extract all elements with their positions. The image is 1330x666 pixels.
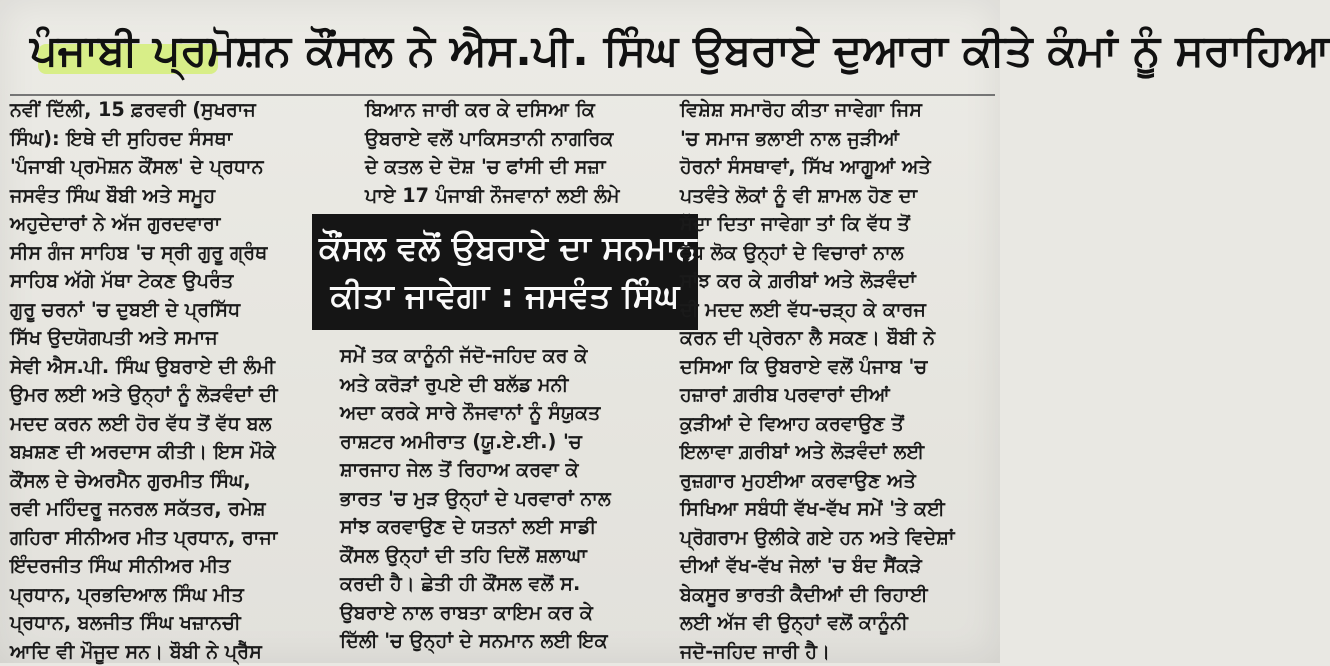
subheadline-box xyxy=(312,214,698,330)
text-line: 'ਚ ਸਮਾਜ ਭਲਾਈ ਨਾਲ ਜੁੜੀਆਂ xyxy=(680,125,995,154)
text-line: ਅਦਾ ਕਰਕੇ ਸਾਰੇ ਨੌਜਵਾਨਾਂ ਨੂੰ ਸੰਯੁਕਤ xyxy=(340,399,665,428)
column-2-top xyxy=(365,96,665,210)
text-line: ਹਜ਼ਾਰਾਂ ਗ਼ਰੀਬ ਪਰਵਾਰਾਂ ਦੀਆਂ xyxy=(680,381,995,410)
text-line: ਦੀ ਮਦਦ ਲਈ ਵੱਧ-ਚੜ੍ਹ ਕੇ ਕਾਰਜ xyxy=(680,296,995,325)
text-line: ਸਮੇਂ ਤਕ ਕਾਨੂੰਨੀ ਜੱਦੋ-ਜਹਿਦ ਕਰ ਕੇ xyxy=(340,342,665,371)
text-line: ਰਾਸ਼ਟਰ ਅਮੀਰਾਤ (ਯੂ.ਏ.ਈ.) 'ਚ xyxy=(340,428,665,457)
text-line: ਸ਼ਾਰਜਾਹ ਜੇਲ ਤੋਂ ਰਿਹਾਅ ਕਰਵਾ ਕੇ xyxy=(340,456,665,485)
text-line: ਪਾਏ 17 ਪੰਜਾਬੀ ਨੌਜਵਾਨਾਂ ਲਈ ਲੰਮੇ xyxy=(365,182,665,211)
text-line: ਦਸਿਆ ਕਿ ਉਬਰਾਏ ਵਲੋਂ ਪੰਜਾਬ 'ਚ xyxy=(680,353,995,382)
text-line: ਉਬਰਾਏ ਵਲੋਂ ਪਾਕਿਸਤਾਨੀ ਨਾਗਰਿਕ xyxy=(365,125,665,154)
text-line: ਬਿਆਨ ਜਾਰੀ ਕਰ ਕੇ ਦਸਿਆ ਕਿ xyxy=(365,96,665,125)
subheadline-line-2: ਕੀਤਾ ਜਾਵੇਗਾ : ਜਸਵੰਤ ਸਿੰਘ xyxy=(331,272,680,320)
text-line: ਸੱਦਾ ਦਿਤਾ ਜਾਵੇਗਾ ਤਾਂ ਕਿ ਵੱਧ ਤੋਂ xyxy=(680,210,995,239)
text-line: ਪ੍ਰੋਗਰਾਮ ਉਲੀਕੇ ਗਏ ਹਨ ਅਤੇ ਵਿਦੇਸ਼ਾਂ xyxy=(680,524,995,553)
text-line: ਦਿੱਲੀ 'ਚ ਉਨ੍ਹਾਂ ਦੇ ਸਨਮਾਨ ਲਈ ਇਕ xyxy=(340,627,665,656)
column-1 xyxy=(10,96,348,666)
text-line: ਇੰਦਰਜੀਤ ਸਿੰਘ ਸੀਨੀਅਰ ਮੀਤ xyxy=(10,552,348,581)
text-line: ਸਾਂਝ ਕਰਵਾਉਣ ਦੇ ਯਤਨਾਂ ਲਈ ਸਾਡੀ xyxy=(340,513,665,542)
text-line: ਬੇਕਸੂਰ ਭਾਰਤੀ ਕੈਦੀਆਂ ਦੀ ਰਿਹਾਈ xyxy=(680,581,995,610)
text-line: ਰਵੀ ਮਹਿੰਦਰੂ ਜਨਰਲ ਸਕੱਤਰ, ਰਮੇਸ਼ xyxy=(10,495,348,524)
text-line: ਪ੍ਰਧਾਨ, ਪ੍ਰਭਦਿਆਲ ਸਿੰਘ ਮੀਤ xyxy=(10,581,348,610)
text-line: ਲਈ ਅੱਜ ਵੀ ਉਨ੍ਹਾਂ ਵਲੋਂ ਕਾਨੂੰਨੀ xyxy=(680,609,995,638)
text-line: ਵੱਧ ਲੋਕ ਉਨ੍ਹਾਂ ਦੇ ਵਿਚਾਰਾਂ ਨਾਲ xyxy=(680,239,995,268)
text-line: ਜਦੋ-ਜਹਿਦ ਜਾਰੀ ਹੈ। xyxy=(680,638,995,666)
text-line: ਆਦਿ ਵੀ ਮੌਜੂਦ ਸਨ। ਬੌਬੀ ਨੇ ਪ੍ਰੈੱਸ xyxy=(10,638,348,666)
text-line: ਜਸਵੰਤ ਸਿੰਘ ਬੌਬੀ ਅਤੇ ਸਮੂਹ xyxy=(10,182,348,211)
text-line: ਉਬਰਾਏ ਨਾਲ ਰਾਬਤਾ ਕਾਇਮ ਕਰ ਕੇ xyxy=(340,599,665,628)
text-line: ਸਾਹਿਬ ਅੱਗੇ ਮੱਥਾ ਟੇਕਣ ਉਪਰੰਤ xyxy=(10,267,348,296)
text-line: ਸਾਂਝ ਕਰ ਕੇ ਗ਼ਰੀਬਾਂ ਅਤੇ ਲੋੜਵੰਦਾਂ xyxy=(680,267,995,296)
text-line: ਕੌਂਸਲ ਦੇ ਚੇਅਰਮੈਨ ਗੁਰਮੀਤ ਸਿੰਘ, xyxy=(10,467,348,496)
text-line: ਵਿਸ਼ੇਸ਼ ਸਮਾਰੋਹ ਕੀਤਾ ਜਾਵੇਗਾ ਜਿਸ xyxy=(680,96,995,125)
text-line: ਉਮਰ ਲਈ ਅਤੇ ਉਨ੍ਹਾਂ ਨੂੰ ਲੋੜਵੰਦਾਂ ਦੀ xyxy=(10,381,348,410)
text-line: ਕਰਦੀ ਹੈ। ਛੇਤੀ ਹੀ ਕੌਂਸਲ ਵਲੋਂ ਸ. xyxy=(340,570,665,599)
text-line: ਸੇਵੀ ਐਸ.ਪੀ. ਸਿੰਘ ਉਬਰਾਏ ਦੀ ਲੰਮੀ xyxy=(10,353,348,382)
text-line: ਰੁਜ਼ਗਾਰ ਮੁਹਈਆ ਕਰਵਾਉਣ ਅਤੇ xyxy=(680,467,995,496)
text-line: ਕੁੜੀਆਂ ਦੇ ਵਿਆਹ ਕਰਵਾਉਣ ਤੋਂ xyxy=(680,410,995,439)
text-line: ਇਲਾਵਾ ਗ਼ਰੀਬਾਂ ਅਤੇ ਲੋੜਵੰਦਾਂ ਲਈ xyxy=(680,438,995,467)
text-line: ਗਹਿਰਾ ਸੀਨੀਅਰ ਮੀਤ ਪ੍ਰਧਾਨ, ਰਾਜਾ xyxy=(10,524,348,553)
text-line: ਅਤੇ ਕਰੋੜਾਂ ਰੁਪਏ ਦੀ ਬਲੱਡ ਮਨੀ xyxy=(340,371,665,400)
text-line: ਹੋਰਨਾਂ ਸੰਸਥਾਵਾਂ, ਸਿੱਖ ਆਗੂਆਂ ਅਤੇ xyxy=(680,153,995,182)
text-line: ਦੇ ਕਤਲ ਦੇ ਦੋਸ਼ 'ਚ ਫਾਂਸੀ ਦੀ ਸਜ਼ਾ xyxy=(365,153,665,182)
text-line: ਕਰਨ ਦੀ ਪ੍ਰੇਰਨਾ ਲੈ ਸਕਣ। ਬੌਬੀ ਨੇ xyxy=(680,324,995,353)
text-line: ਮਦਦ ਕਰਨ ਲਈ ਹੋਰ ਵੱਧ ਤੋਂ ਵੱਧ ਬਲ xyxy=(10,410,348,439)
text-line: ਦੀਆਂ ਵੱਖ-ਵੱਖ ਜੇਲਾਂ 'ਚ ਬੰਦ ਸੈਂਕੜੇ xyxy=(680,552,995,581)
text-line: 'ਪੰਜਾਬੀ ਪ੍ਰਮੋਸ਼ਨ ਕੌਂਸਲ' ਦੇ ਪ੍ਰਧਾਨ xyxy=(10,153,348,182)
column-3 xyxy=(680,96,995,666)
text-line: ਬਖ਼ਸ਼ਣ ਦੀ ਅਰਦਾਸ ਕੀਤੀ। ਇਸ ਮੌਕੇ xyxy=(10,438,348,467)
text-line: ਪਤਵੰਤੇ ਲੋਕਾਂ ਨੂੰ ਵੀ ਸ਼ਾਮਲ ਹੋਣ ਦਾ xyxy=(680,182,995,211)
text-line: ਭਾਰਤ 'ਚ ਮੁੜ ਉਨ੍ਹਾਂ ਦੇ ਪਰਵਾਰਾਂ ਨਾਲ xyxy=(340,485,665,514)
text-line: ਸਿਖਿਆ ਸਬੰਧੀ ਵੱਖ-ਵੱਖ ਸਮੇਂ 'ਤੇ ਕਈ xyxy=(680,495,995,524)
text-line: ਨਵੀਂ ਦਿੱਲੀ, 15 ਫ਼ਰਵਰੀ (ਸੁਖਰਾਜ xyxy=(10,96,348,125)
text-line: ਸੀਸ ਗੰਜ ਸਾਹਿਬ 'ਚ ਸ੍ਰੀ ਗੁਰੂ ਗ੍ਰੰਥ xyxy=(10,239,348,268)
subheadline-line-1: ਕੌਂਸਲ ਵਲੋਂ ਉਬਰਾਏ ਦਾ ਸਨਮਾਨ xyxy=(319,224,691,272)
text-line: ਕੌਂਸਲ ਉਨ੍ਹਾਂ ਦੀ ਤਹਿ ਦਿਲੋਂ ਸ਼ਲਾਘਾ xyxy=(340,542,665,571)
column-2-bottom xyxy=(340,342,665,656)
text-line: ਪ੍ਰਧਾਨ, ਬਲਜੀਤ ਸਿੰਘ ਖਜ਼ਾਨਚੀ xyxy=(10,609,348,638)
text-line: ਗੁਰੂ ਚਰਨਾਂ 'ਚ ਦੁਬਈ ਦੇ ਪ੍ਰਸਿੱਧ xyxy=(10,296,348,325)
text-line: ਸਿੰਘ): ਇਥੇ ਦੀ ਸੁਹਿਰਦ ਸੰਸਥਾ xyxy=(10,125,348,154)
text-line: ਅਹੁਦੇਦਾਰਾਂ ਨੇ ਅੱਜ ਗੁਰਦਵਾਰਾ xyxy=(10,210,348,239)
headline: ਪੰਜਾਬੀ ਪ੍ਰਮੋਸ਼ਨ ਕੌਂਸਲ ਨੇ ਐਸ.ਪੀ. ਸਿੰਘ ਉਬਰਾਏ ਦੁਆਰਾ ਕੀਤੇ ਕੰਮਾਂ ਨੂੰ ਸਰਾਹਿਆ xyxy=(30,16,985,86)
text-line: ਸਿੱਖ ਉਦਯੋਗਪਤੀ ਅਤੇ ਸਮਾਜ xyxy=(10,324,348,353)
